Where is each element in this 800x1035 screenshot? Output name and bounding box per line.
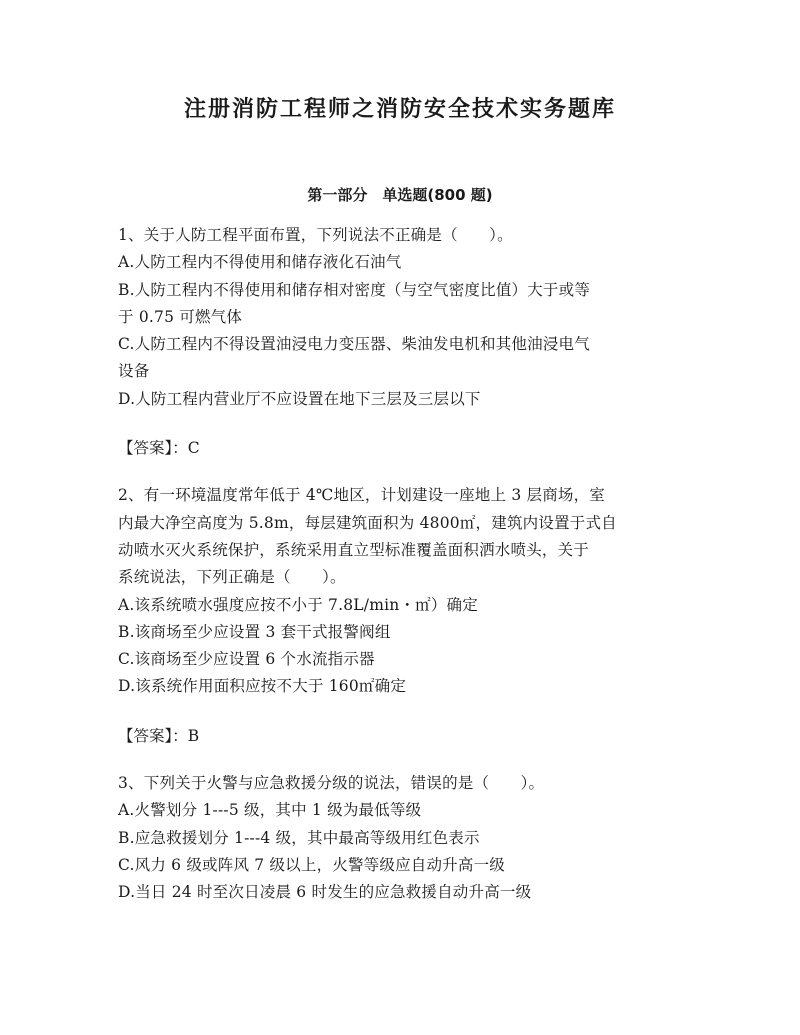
question-stem: 2、有一环境温度常年低于 4℃地区，计划建设一座地上 3 层商场，室	[118, 486, 606, 505]
option-a: A.火警划分 1---5 级，其中 1 级为最低等级	[118, 801, 422, 820]
option-d: D.当日 24 时至次日凌晨 6 时发生的应急救援自动升高一级	[118, 883, 532, 902]
question-2	[118, 482, 684, 750]
question-stem-continued: 动喷水灭火系统保护，系统采用直立型标准覆盖面积洒水喷头，关于	[118, 540, 590, 559]
answer-2: 【答案】：B	[118, 726, 200, 745]
option-d: D.人防工程内营业厅不应设置在地下三层及三层以下	[118, 389, 481, 408]
question-stem: 1、关于人防工程平面布置，下列说法不正确是（ ）。	[118, 226, 513, 244]
question-3	[118, 770, 684, 906]
page-title: 注册消防工程师之消防安全技术实务题库	[183, 97, 616, 122]
option-a: A.该系统喷水强度应按不小于 7.8L/min・㎡）确定	[118, 595, 478, 614]
option-c-continued: 设备	[118, 362, 150, 381]
question-list	[118, 222, 684, 907]
option-a: A.人防工程内不得使用和储存液化石油气	[118, 253, 402, 272]
question-stem: 3、下列关于火警与应急救援分级的说法，错误的是（ ）。	[118, 774, 545, 793]
section-heading: 第一部分 单选题(800 题)	[307, 186, 493, 204]
option-c: C.风力 6 级或阵风 7 级以上，火警等级应自动升高一级	[118, 855, 505, 874]
option-b-continued: 于 0.75 可燃气体	[118, 307, 243, 326]
option-c: C.人防工程内不得设置油浸电力变压器、柴油发电机和其他油浸电气	[118, 335, 590, 354]
option-c: C.该商场至少应设置 6 个水流指示器	[118, 650, 375, 669]
option-b: B.该商场至少应设置 3 套干式报警阀组	[118, 622, 391, 641]
question-1	[118, 222, 684, 462]
option-d: D.该系统作用面积应按不大于 160㎡确定	[118, 677, 407, 696]
question-stem-continued: 内最大净空高度为 5.8m，每层建筑面积为 4800㎡，建筑内设置于式自	[118, 513, 617, 532]
option-b: B.人防工程内不得使用和储存相对密度（与空气密度比值）大于或等	[118, 280, 591, 299]
question-stem-continued: 系统说法，下列正确是（ ）。	[118, 568, 346, 587]
option-b: B.应急救援划分 1---4 级，其中最高等级用红色表示	[118, 828, 480, 847]
answer-1: 【答案】：C	[118, 439, 200, 458]
